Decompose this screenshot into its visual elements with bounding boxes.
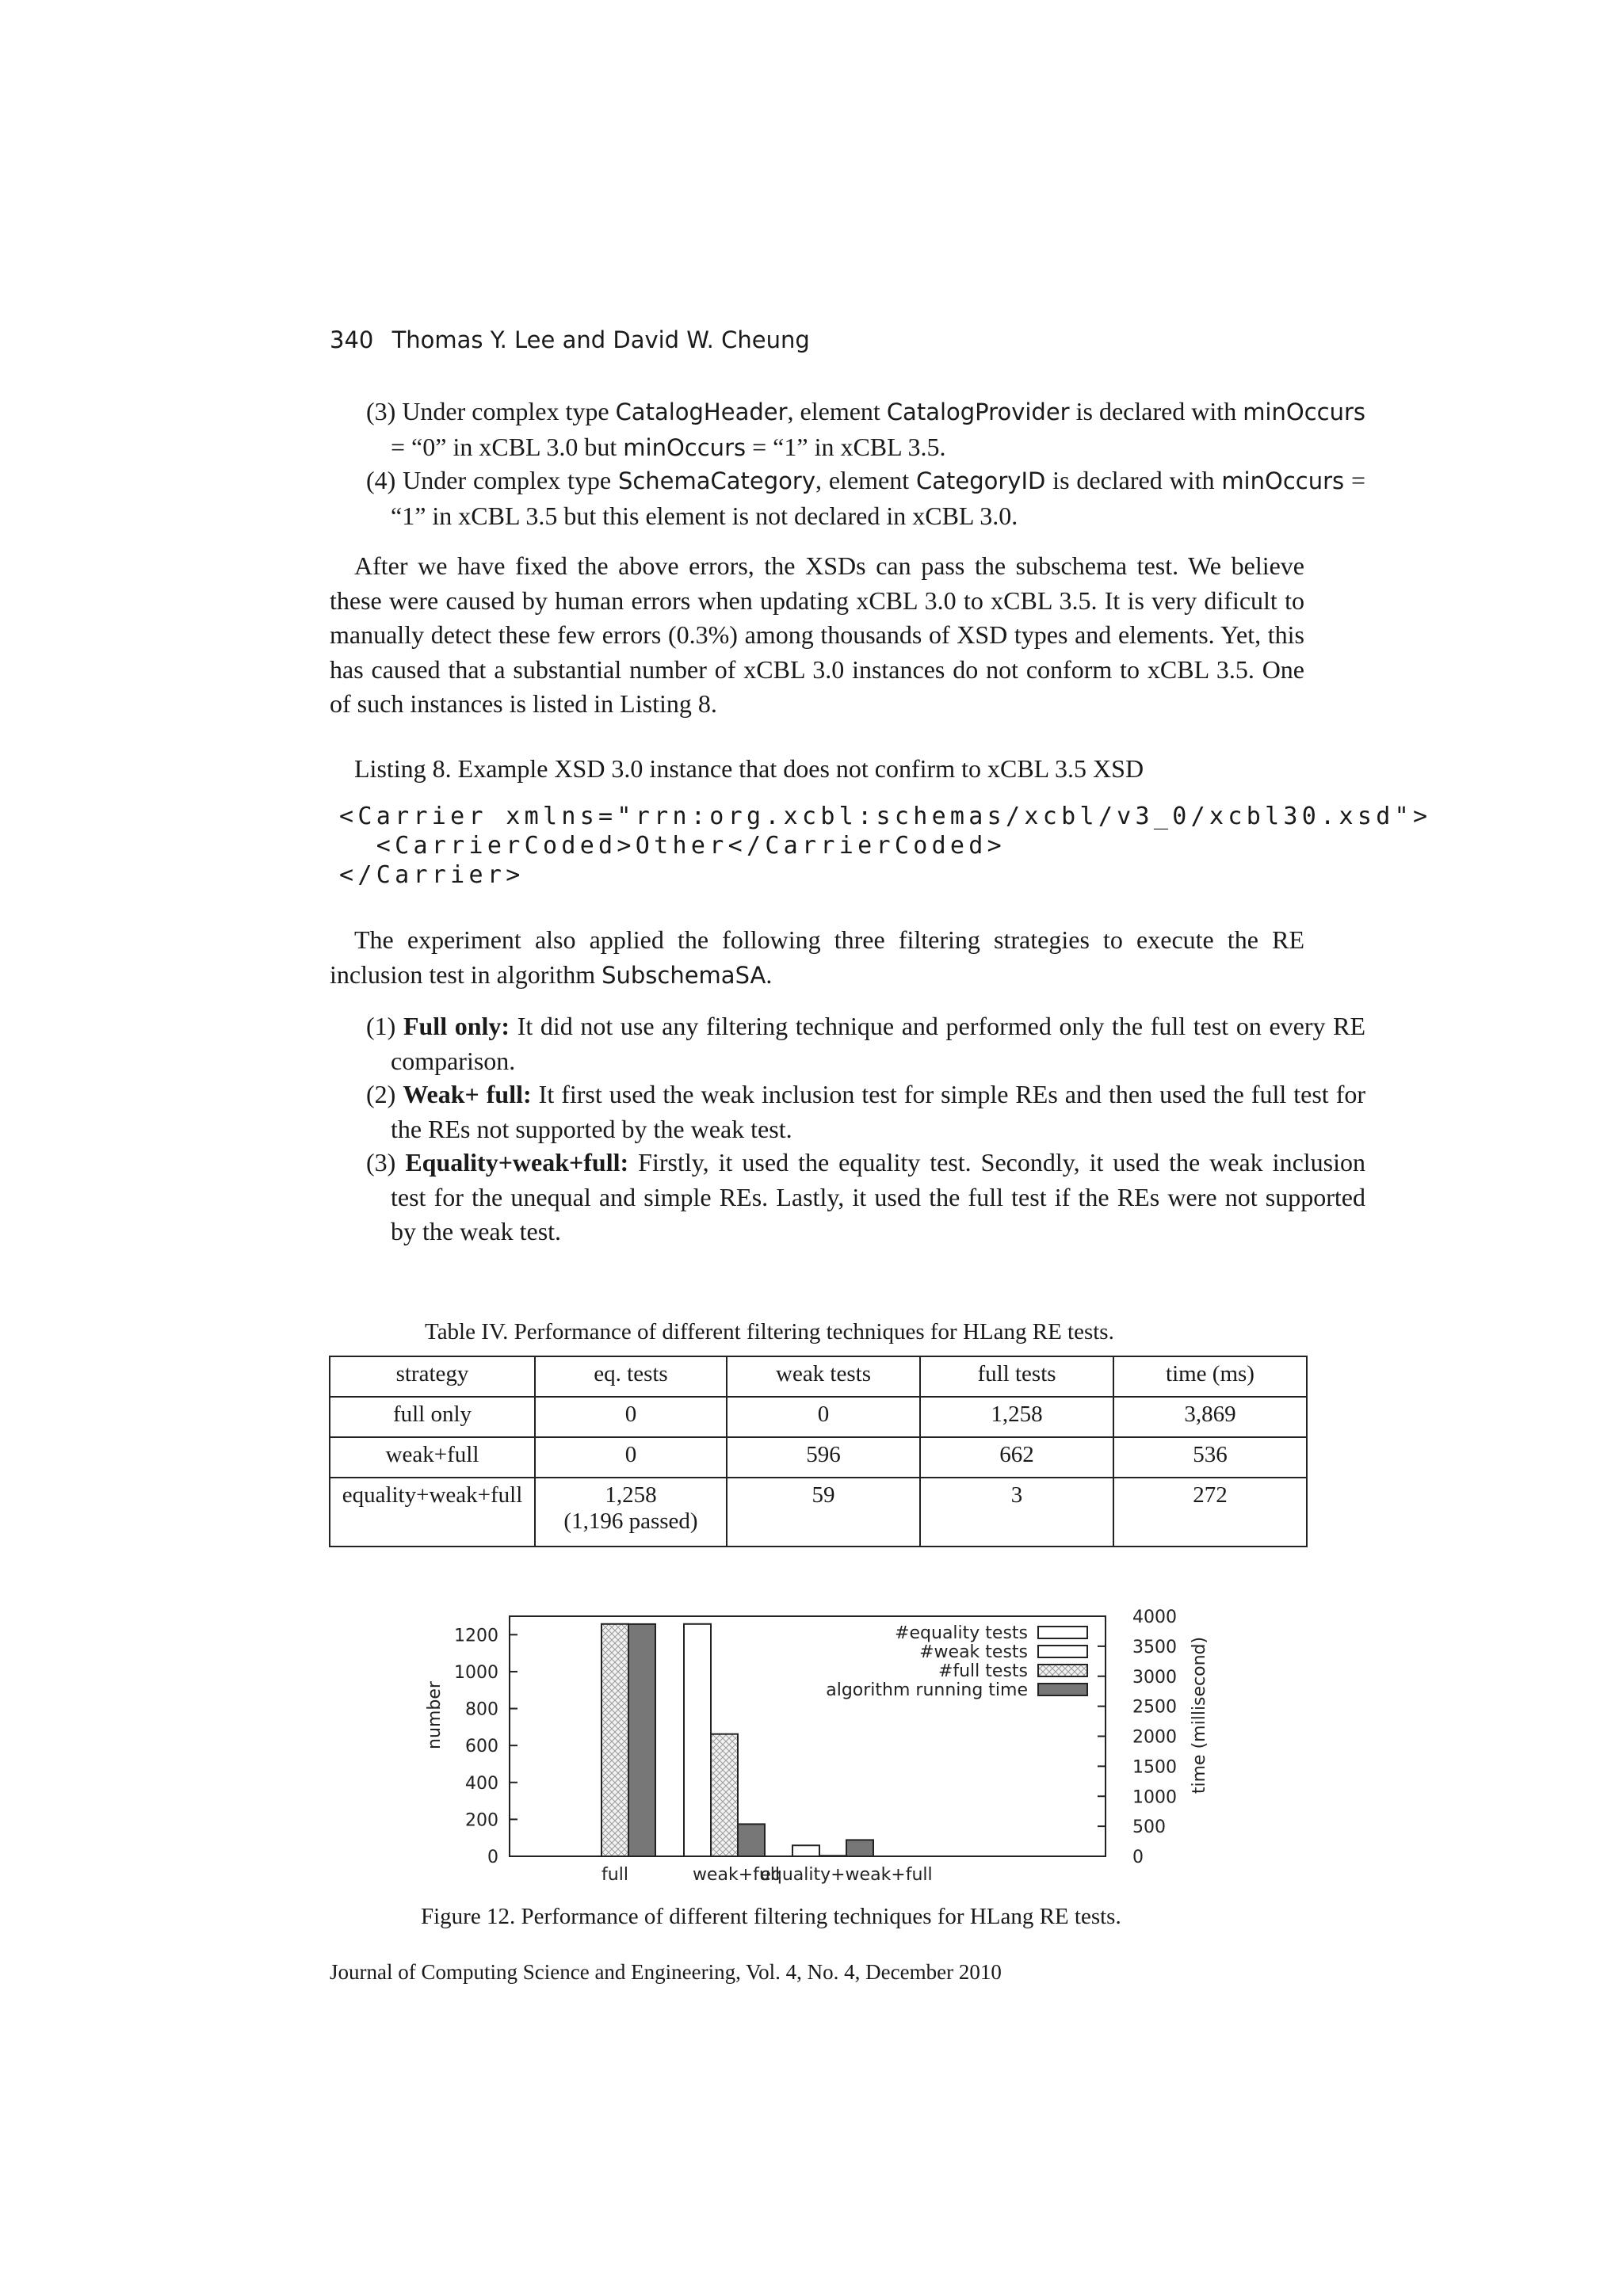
- table-cell: 536: [1113, 1437, 1307, 1478]
- paragraph-strategies: The experiment also applied the following three filtering strategies to execute the RE inclusion test in algorithm SubschemaSA.: [330, 925, 1304, 989]
- strategy-title: Weak+ full:: [403, 1080, 532, 1108]
- y-tick-label: 400: [465, 1773, 498, 1794]
- strategy-equality-weak-full: (3) Equality+weak+full: Firstly, it used the equality test. Secondly, it used the weak inclusion test for the unequal and simple REs. Lastly, it used the full test if the REs were not supported by the weak test.: [366, 1148, 1366, 1245]
- y-tick-label: 200: [465, 1810, 498, 1831]
- table-header: weak tests: [727, 1356, 920, 1397]
- legend-label: algorithm running time: [826, 1680, 1028, 1700]
- y2-tick-label: 1000: [1132, 1787, 1177, 1808]
- table-cell: 662: [920, 1437, 1113, 1478]
- legend-label: #weak tests: [919, 1642, 1028, 1662]
- list-item-4: (4) Under complex type SchemaCategory, element CategoryID is declared with minOccurs = “1” in xCBL 3.5 but this element is not declared in xCBL 3.0.: [366, 466, 1366, 530]
- table-cell: 0: [535, 1397, 727, 1437]
- y-axis-right: [1098, 1608, 1177, 1867]
- item-number: (3): [366, 1148, 396, 1177]
- bar-equality+weak+full-weaktests: [792, 1845, 819, 1856]
- x-labels: [601, 1865, 933, 1885]
- y-axis-left: [454, 1626, 517, 1867]
- legend-label: #equality tests: [895, 1623, 1028, 1643]
- strategy-full-only: (1) Full only: It did not use any filtering technique and performed only the full test on every RE comparison.: [366, 1012, 1366, 1075]
- code-minoccurs: minOccurs: [623, 433, 747, 461]
- bar-full-algorithmrunningtime: [628, 1624, 655, 1856]
- bar-equality+weak+full-algorithmrunningtime: [846, 1840, 873, 1856]
- table-cell: equality+weak+full: [330, 1478, 535, 1547]
- table-cell: 596: [727, 1437, 920, 1478]
- table-cell: 0: [727, 1397, 920, 1437]
- table-cell: 272: [1113, 1478, 1307, 1547]
- figure-chart: [412, 1592, 1236, 1894]
- y-tick-label: 1200: [454, 1626, 498, 1646]
- item-number: (2): [366, 1080, 396, 1108]
- table-cell: 3: [920, 1478, 1113, 1547]
- table-header: strategy: [330, 1356, 535, 1397]
- strategy-weak-full: (2) Weak+ full: It first used the weak inclusion test for simple REs and then used the full test for the REs not supported by the weak test.: [366, 1080, 1366, 1143]
- legend-swatch: [1038, 1665, 1087, 1676]
- table-row: [330, 1437, 1307, 1478]
- legend-swatch: [1038, 1627, 1087, 1638]
- item-number: (4): [366, 466, 396, 494]
- item-number: (3): [366, 397, 396, 425]
- y2-tick-label: 1500: [1132, 1757, 1177, 1778]
- table-row: [330, 1478, 1307, 1547]
- table-row: [330, 1397, 1307, 1437]
- y2-tick-label: 2500: [1132, 1697, 1177, 1718]
- table-cell: weak+full: [330, 1437, 535, 1478]
- legend-swatch: [1038, 1684, 1087, 1695]
- legend-label: #full tests: [938, 1661, 1028, 1681]
- y2-tick-label: 0: [1132, 1848, 1144, 1867]
- table-cell: 0: [535, 1437, 727, 1478]
- x-tick-label: equality+weak+full: [760, 1865, 933, 1885]
- y2-tick-label: 2000: [1132, 1727, 1177, 1748]
- journal-footer: Journal of Computing Science and Engineering, Vol. 4, No. 4, December 2010: [330, 1960, 1002, 1984]
- table-cell: 59: [727, 1478, 920, 1547]
- listing-line: <CarrierCoded>Other</CarrierCoded>: [339, 832, 1006, 860]
- x-tick-label: full: [601, 1865, 628, 1885]
- y-tick-label: 800: [465, 1699, 498, 1720]
- page-number: 340: [330, 326, 374, 353]
- bar-full-fulltests: [601, 1624, 628, 1856]
- figure-caption: Figure 12. Performance of different filtering techniques for HLang RE tests.: [421, 1904, 1121, 1929]
- code-minoccurs: minOccurs: [1221, 467, 1345, 494]
- x-tick-label: weak+full: [692, 1865, 781, 1885]
- authors: Thomas Y. Lee and David W. Cheung: [391, 326, 810, 353]
- strategy-title: Equality+weak+full:: [405, 1148, 629, 1177]
- table-cell: 3,869: [1113, 1397, 1307, 1437]
- bar-weak+full-weaktests: [684, 1624, 711, 1856]
- code-catalogheader: CatalogHeader: [615, 399, 788, 425]
- y-tick-label: 1000: [454, 1662, 498, 1683]
- paragraph-errors: After we have fixed the above errors, the XSDs can pass the subschema test. We believe these were caused by human errors when updating xCBL 3.0 to xCBL 3.5. It is very dificult to manually detect these few errors (0.3%) among thousands of XSD types and elements. Yet, this has caused that a substantial number of xCBL 3.0 instances do not conform to xCBL 3.5. One of such instances is listed in Listing 8.: [330, 551, 1304, 718]
- y2-tick-label: 4000: [1132, 1608, 1177, 1627]
- listing-line: </Carrier>: [339, 861, 525, 889]
- code-catalogprovider: CatalogProvider: [886, 399, 1070, 425]
- listing-line: <Carrier xmlns="rrn:org.xcbl:schemas/xcbl/v3_0/xcbl30.xsd">: [339, 803, 1432, 830]
- table-caption: Table IV. Performance of different filtering techniques for HLang RE tests.: [425, 1319, 1114, 1344]
- code-minoccurs: minOccurs: [1243, 399, 1366, 425]
- bar-equality+weak+full-fulltests: [819, 1855, 846, 1856]
- code-categoryid: CategoryID: [915, 467, 1046, 494]
- y2-tick-label: 3500: [1132, 1637, 1177, 1657]
- y-tick-label: 600: [465, 1737, 498, 1757]
- bars: [601, 1624, 873, 1856]
- y2-tick-label: 500: [1132, 1817, 1166, 1838]
- legend-swatch: [1038, 1646, 1087, 1657]
- passed-note: (1,196 passed): [563, 1508, 698, 1534]
- list-item-3: (3) Under complex type CatalogHeader, element CatalogProvider is declared with minOccurs = “0” in xCBL 3.0 but minOccurs = “1” in xCBL 3.5.: [366, 397, 1366, 461]
- strategy-title: Full only:: [403, 1012, 510, 1040]
- code-subschemasa: SubschemaSA: [601, 961, 766, 989]
- table-header: eq. tests: [535, 1356, 727, 1397]
- table-header: time (ms): [1113, 1356, 1307, 1397]
- results-table: [329, 1356, 1308, 1547]
- code-schemacategory: SchemaCategory: [617, 467, 816, 494]
- table-cell: full only: [330, 1397, 535, 1437]
- table-cell: 1,258 (1,196 passed): [535, 1478, 727, 1547]
- bar-weak+full-fulltests: [711, 1734, 738, 1856]
- listing-caption: Listing 8. Example XSD 3.0 instance that does not confirm to xCBL 3.5 XSD: [354, 754, 1144, 783]
- table-header-row: [330, 1356, 1307, 1397]
- running-header: [330, 326, 810, 353]
- table-header: full tests: [920, 1356, 1113, 1397]
- legend: [826, 1623, 1087, 1700]
- y2-axis-label: time (millisecond): [1190, 1636, 1209, 1794]
- bar-weak+full-algorithmrunningtime: [738, 1824, 765, 1856]
- item-number: (1): [366, 1012, 396, 1040]
- y2-tick-label: 3000: [1132, 1667, 1177, 1688]
- y-axis-label: number: [425, 1681, 445, 1749]
- table-cell: 1,258: [920, 1397, 1113, 1437]
- y-tick-label: 0: [487, 1848, 498, 1867]
